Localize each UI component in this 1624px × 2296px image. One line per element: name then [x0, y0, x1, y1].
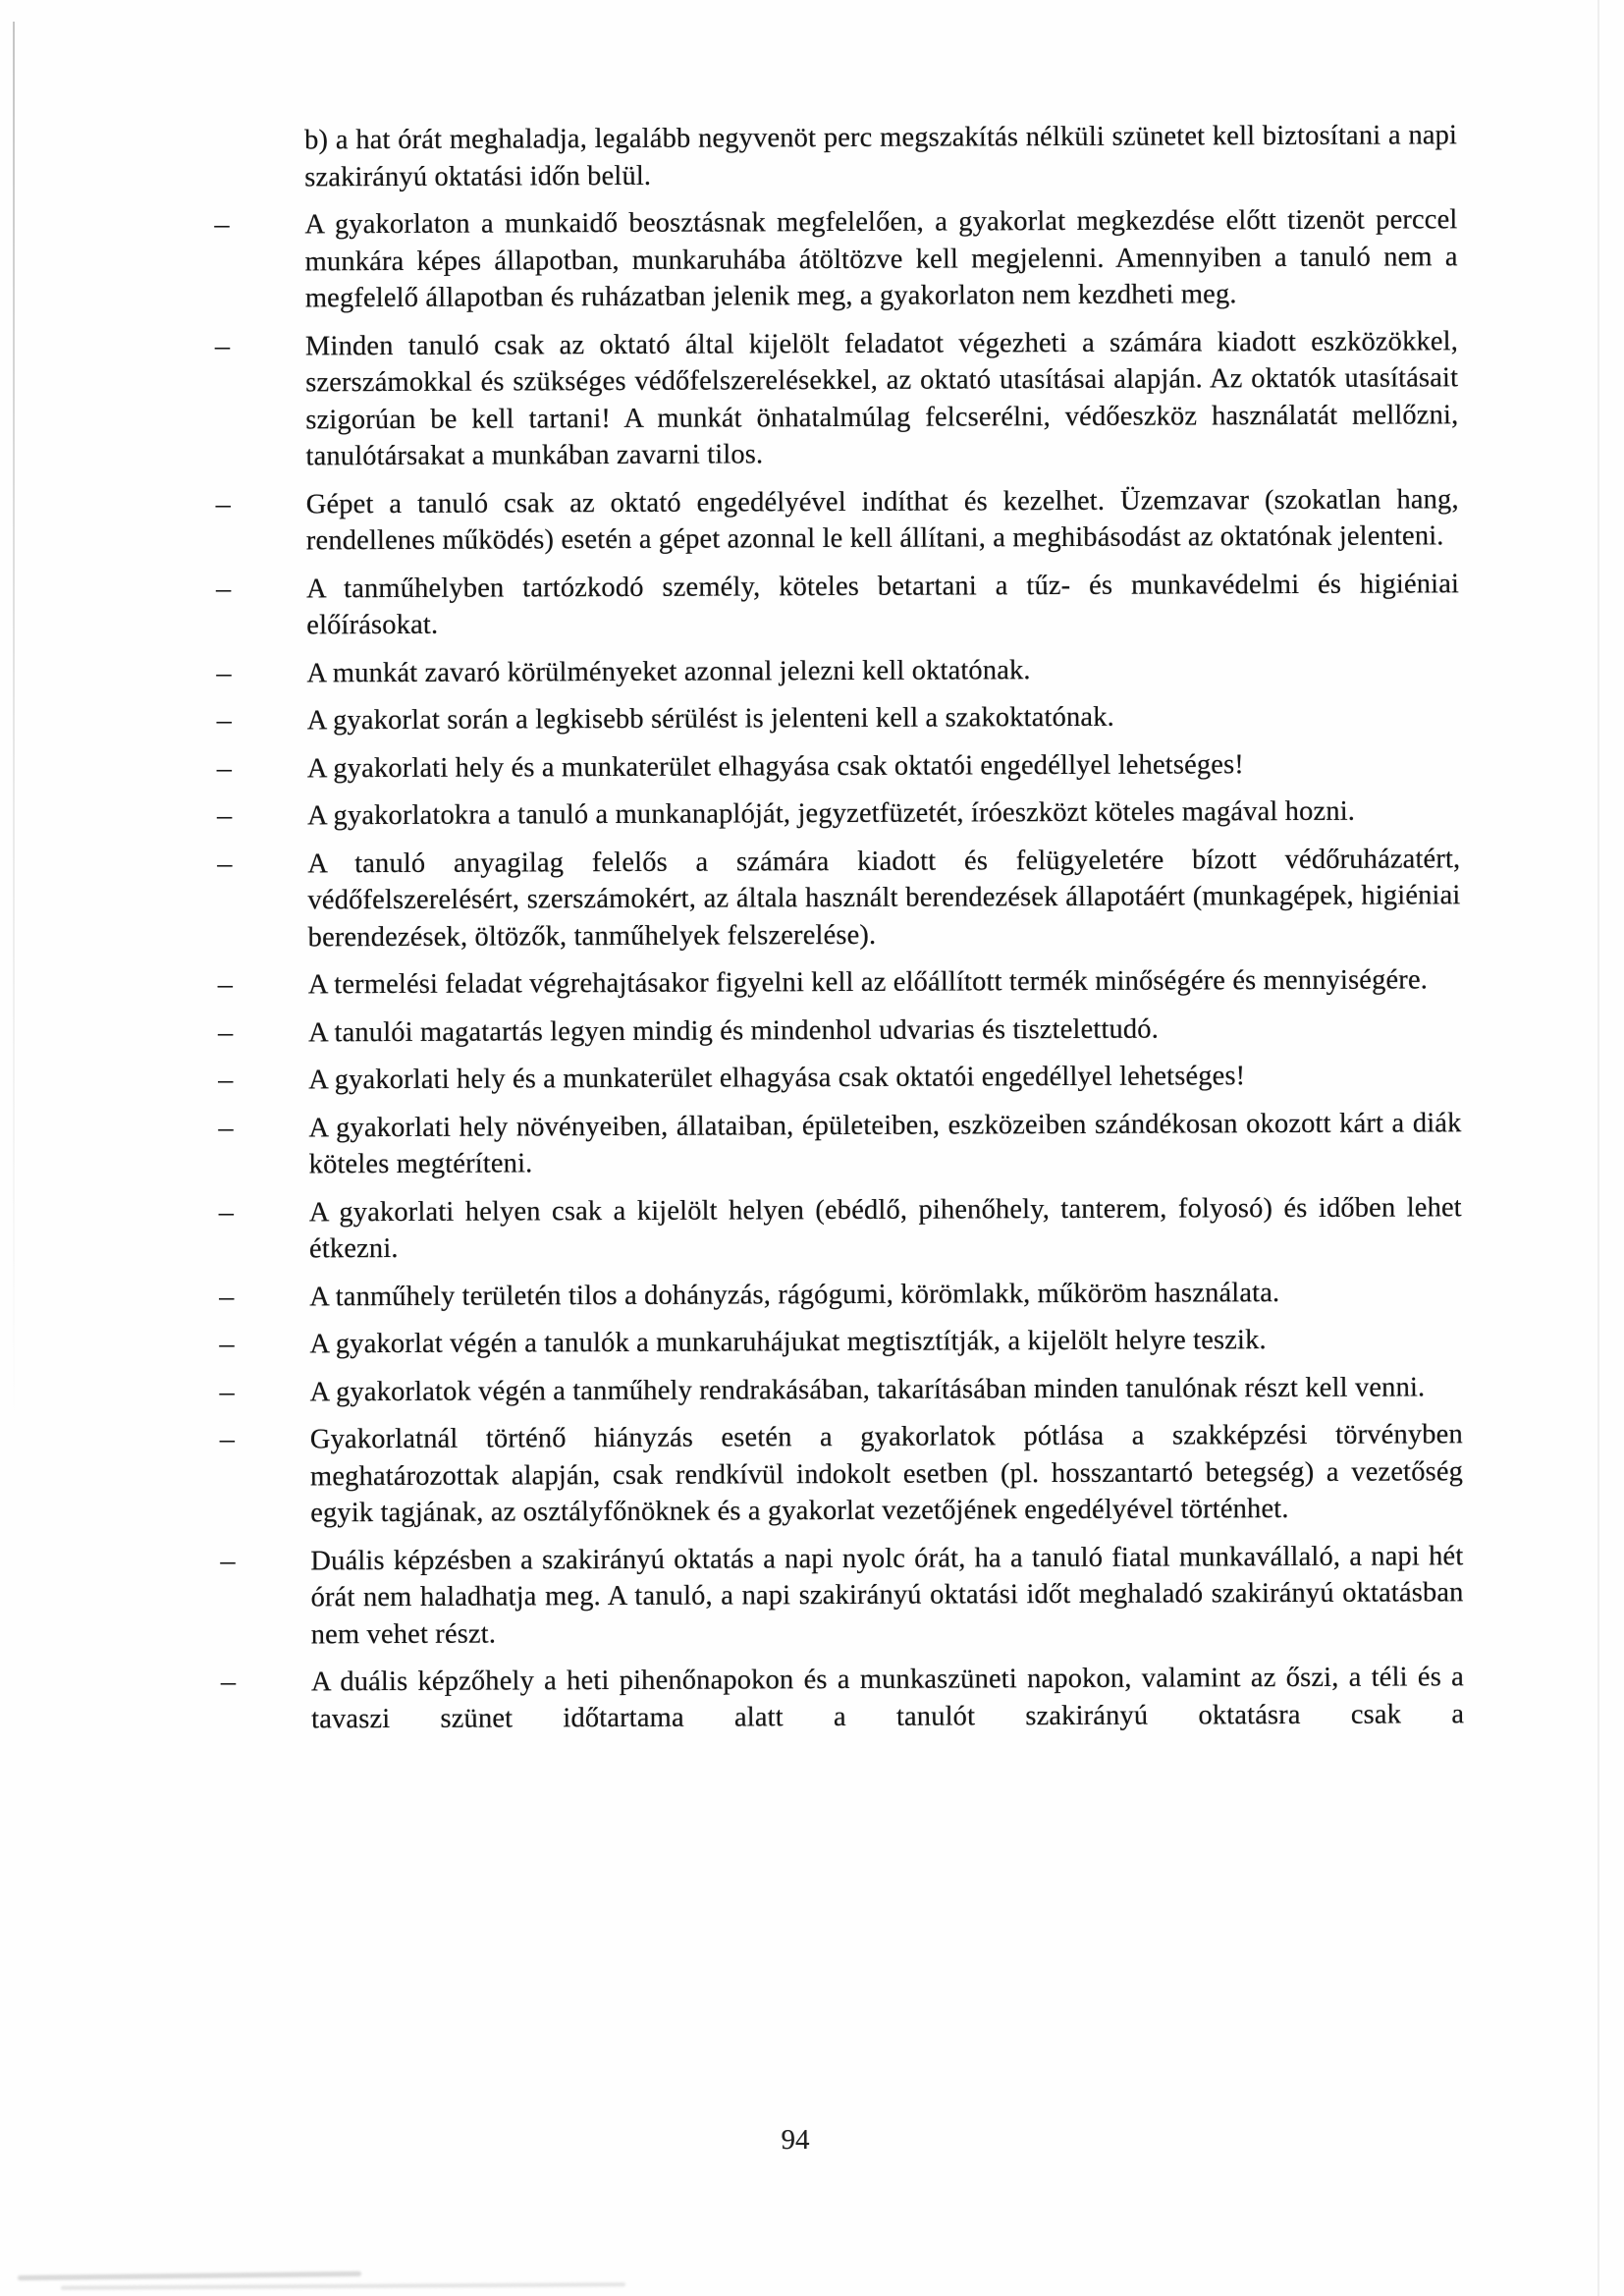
dash-marker: – [217, 847, 233, 880]
list-item [214, 1538, 1463, 1654]
dash-marker: – [218, 1195, 235, 1229]
dash-marker: – [216, 656, 232, 689]
item-text: Gépet a tanuló csak az oktató engedélyével indíthat és kezelhet. Üzemzavar (szokatlan hang, rendellenes működés) esetén a gépet azonnal le kell állítani, a meghibásodást az oktatónak jelenteni. [305, 483, 1459, 557]
item-text: A munkát zavaró körülményeket azonnal jelezni kell oktatónak. [306, 654, 1031, 688]
item-text: A gyakorlat végén a tanulók a munkaruhájukat megtisztítják, a kijelölt helyre teszik. [309, 1325, 1267, 1360]
list-item [208, 201, 1457, 317]
item-text: A gyakorlaton a munkaidő beosztásnak megfelelően, a gyakorlat megkezdése előtt tizenöt perccel munkára képes állapotban, munkaruhába átöltözve kell megjelenni. Amennyiben a tanuló nem a megfelelő állapotban és ruházatban jelenik meg, a gyakorlaton nem kezdheti meg. [304, 204, 1458, 314]
document-body-text [208, 117, 1464, 1749]
list-item [215, 1659, 1464, 1738]
item-text: A tanuló anyagilag felelős a számára kiadott és felügyeletére bízott védőruházatért, védőfelszerelésért, szerszámokért, az általa használt berendezések állapotáért (munkagépek, higiéniai berendezések, öltözők, tanműhelyek felszerelése). [307, 843, 1461, 953]
list-item [210, 566, 1459, 645]
dash-marker: – [214, 207, 230, 241]
list-item [211, 793, 1460, 835]
list-item [210, 481, 1459, 561]
list-item [210, 650, 1459, 692]
page-number: 94 [781, 2124, 810, 2156]
dash-marker: – [218, 1111, 234, 1144]
list-item [213, 1189, 1462, 1269]
dash-marker: – [219, 1327, 235, 1360]
dash-marker: – [218, 1063, 234, 1096]
dash-marker: – [219, 1375, 235, 1408]
item-text: A duális képzőhely a heti pihenőnapokon és a munkaszüneti napokon, valamint az őszi, a téli és a tavaszi szünet időtartama alatt a tanulót szakirányú oktatásra csak a [310, 1662, 1465, 1734]
item-text: A gyakorlatok végén a tanműhely rendrakásában, takarításában minden tanulónak részt kell venni. [309, 1371, 1426, 1407]
dash-marker: – [214, 329, 231, 362]
dash-marker: – [220, 1544, 236, 1577]
dash-marker: – [216, 751, 233, 785]
dash-marker: – [217, 798, 233, 832]
list-item [212, 1010, 1461, 1052]
list-item [212, 1105, 1461, 1184]
dash-marker: – [215, 487, 231, 520]
item-text: A gyakorlati hely és a munkaterület elhagyása csak oktatói engedéllyel lehetséges! [306, 748, 1244, 784]
item-text: Gyakorlatnál történő hiányzás esetén a gyakorlatok pótlása a szakképzési törvényben meghatározottak alapján, csak rendkívül indokolt esetben (pl. hosszantartó betegség) a vezetőség egyik tagjának, az osztályfőnöknek és a gyakorlat vezetőjének engedélyével történhet. [309, 1419, 1464, 1529]
list-item [213, 1321, 1462, 1363]
list-item [213, 1274, 1462, 1316]
item-text: A tanműhelyben tartózkodó személy, köteles betartani a tűz- és munkavédelmi és higiéniai előírásokat. [306, 568, 1460, 641]
dash-marker: – [219, 1422, 236, 1455]
list-item [209, 323, 1459, 476]
dash-marker: – [216, 572, 232, 605]
item-text: A gyakorlati helyen csak a kijelölt helyen (ebédlő, pihenőhely, tanterem, folyosó) és időben lehet étkezni. [308, 1191, 1462, 1265]
intro-clause-b [208, 117, 1457, 196]
scan-artifact-right-edge [1597, 0, 1599, 2296]
dash-marker: – [220, 1665, 237, 1698]
item-text: A tanműhely területén tilos a dohányzás, rágógumi, körömlakk, műköröm használata. [309, 1277, 1280, 1312]
scan-artifact-left-edge [13, 22, 15, 1426]
dash-marker: – [217, 1015, 234, 1049]
dash-marker: – [219, 1280, 235, 1313]
dash-marker: – [217, 967, 234, 1001]
item-text: A tanulói magatartás legyen mindig és mindenhol udvarias és tisztelettudó. [307, 1013, 1160, 1048]
item-text: A gyakorlatokra a tanuló a munkanaplóját, jegyzetfüzetét, íróeszközt köteles magával hozni. [307, 795, 1356, 832]
list-item [212, 961, 1461, 1004]
dash-marker: – [216, 703, 232, 737]
list-item [211, 697, 1460, 739]
item-text: Duális képzésben a szakirányú oktatás a napi nyolc órát, ha a tanuló fiatal munkavállaló, a napi hét órát nem haladhatja meg. A tanuló, a napi szakirányú oktatási időt meghaladó szakirányú oktatásban nem vehet részt. [310, 1540, 1464, 1650]
list-item [212, 1057, 1461, 1099]
intro-text: b) a hat órát meghaladja, legalább negyvenöt perc megszakítás nélküli szünetet kell biztosítani a napi szakirányú oktatási időn belül. [304, 120, 1458, 192]
item-text: A gyakorlat során a legkisebb sérülést is jelenteni kell a szakoktatónak. [306, 701, 1114, 737]
item-text: A gyakorlati hely növényeiben, állataiban, épületeiben, eszközeiben szándékosan okozott kárt a diák köteles megtéríteni. [308, 1107, 1462, 1180]
list-item [214, 1416, 1463, 1532]
item-text: Minden tanuló csak az oktató által kijelölt feladatot végezheti a számára kiadott eszközökkel, szerszámokkal és szükséges védőfelszerelésekkel, az oktató utasításai alapján. Az oktatók utasításait szigorúan be kell tartani! A munkát önhatalmúlag felcserélni, védőeszköz használatát mellőzni, tanulótársakat a munkában zavarni tilos. [304, 325, 1459, 472]
item-text: A gyakorlati hely és a munkaterület elhagyása csak oktatói engedéllyel lehetséges! [308, 1061, 1246, 1096]
list-item [214, 1369, 1463, 1411]
list-item [211, 841, 1460, 957]
list-item [211, 745, 1460, 788]
item-text: A termelési feladat végrehajtásakor figyelni kell az előállított termék minőségére és mennyiségére. [307, 964, 1429, 1001]
